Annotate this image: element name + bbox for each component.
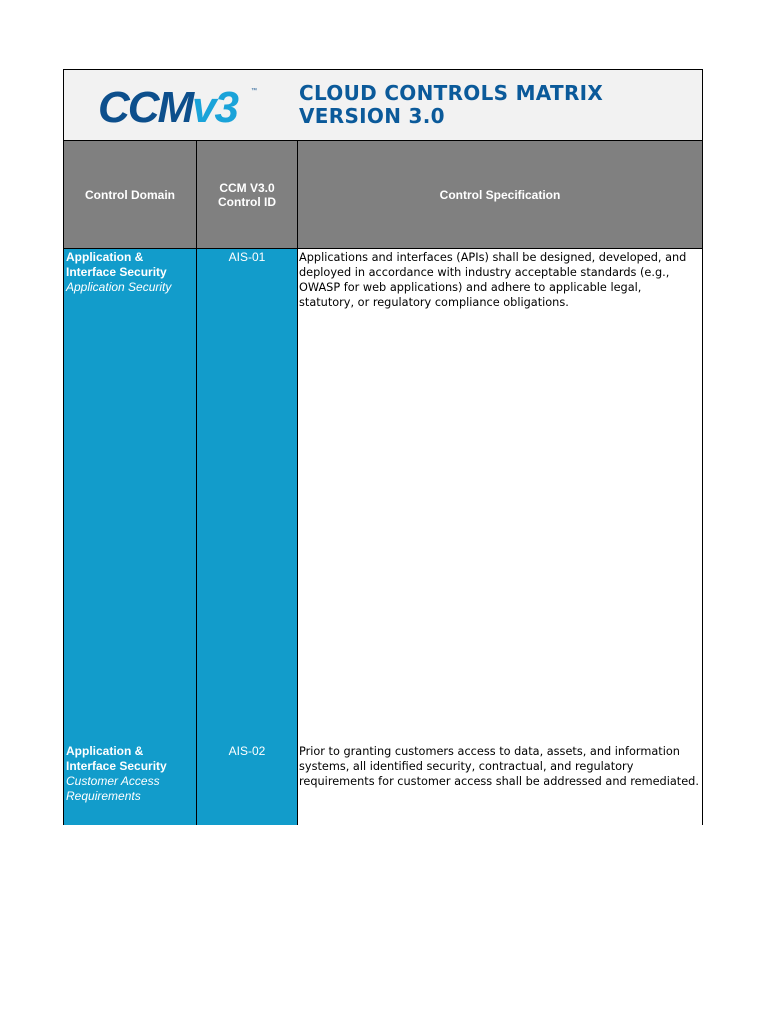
svg-text:v3: v3 (192, 83, 237, 128)
column-header-control-specification (298, 141, 702, 248)
page-title (299, 82, 603, 128)
domain-subtitle: Application Security (66, 280, 172, 294)
control-id-cell: AIS-01 (197, 249, 298, 743)
column-header-row (64, 141, 702, 249)
column-header-label (218, 181, 276, 209)
document-header (64, 70, 702, 141)
column-header-control-domain (64, 141, 197, 248)
control-id-cell: AIS-02 (197, 743, 298, 825)
column-header-label: Control Specification (439, 187, 561, 202)
control-domain-cell (64, 249, 197, 743)
table-row (64, 249, 702, 744)
control-specification-cell: Applications and interfaces (APIs) shall be designed, developed, and deployed in accordance with industry acceptable standards (e.g., OWASP for web applications) and adhere to applicable legal, statutory, or regulatory compliance obligations. (298, 249, 702, 743)
ccmv3-logo (96, 82, 260, 128)
column-header-control-id (197, 141, 298, 248)
domain-name: Application & Interface Security (66, 250, 167, 279)
control-specification-cell: Prior to granting customers access to data, assets, and information systems, all identified security, contractual, and regulatory requirements for customer access shall be addressed and remediated. (298, 743, 702, 825)
title-line-2: VERSION 3.0 (299, 104, 445, 128)
control-id-header-line-1: CCM V3.0 (219, 180, 275, 195)
domain-name: Application & Interface Security (66, 744, 167, 773)
table-row (64, 743, 702, 825)
title-line-1: CLOUD CONTROLS MATRIX (299, 81, 604, 105)
svg-text:CCM: CCM (98, 83, 193, 128)
domain-subtitle: Customer Access Requirements (66, 774, 160, 803)
column-header-label: Control Domain (85, 187, 175, 202)
svg-text:™: ™ (251, 88, 257, 94)
control-domain-cell (64, 743, 197, 825)
control-id-header-line-2: Control ID (218, 194, 276, 209)
controls-matrix-sheet (63, 69, 703, 825)
